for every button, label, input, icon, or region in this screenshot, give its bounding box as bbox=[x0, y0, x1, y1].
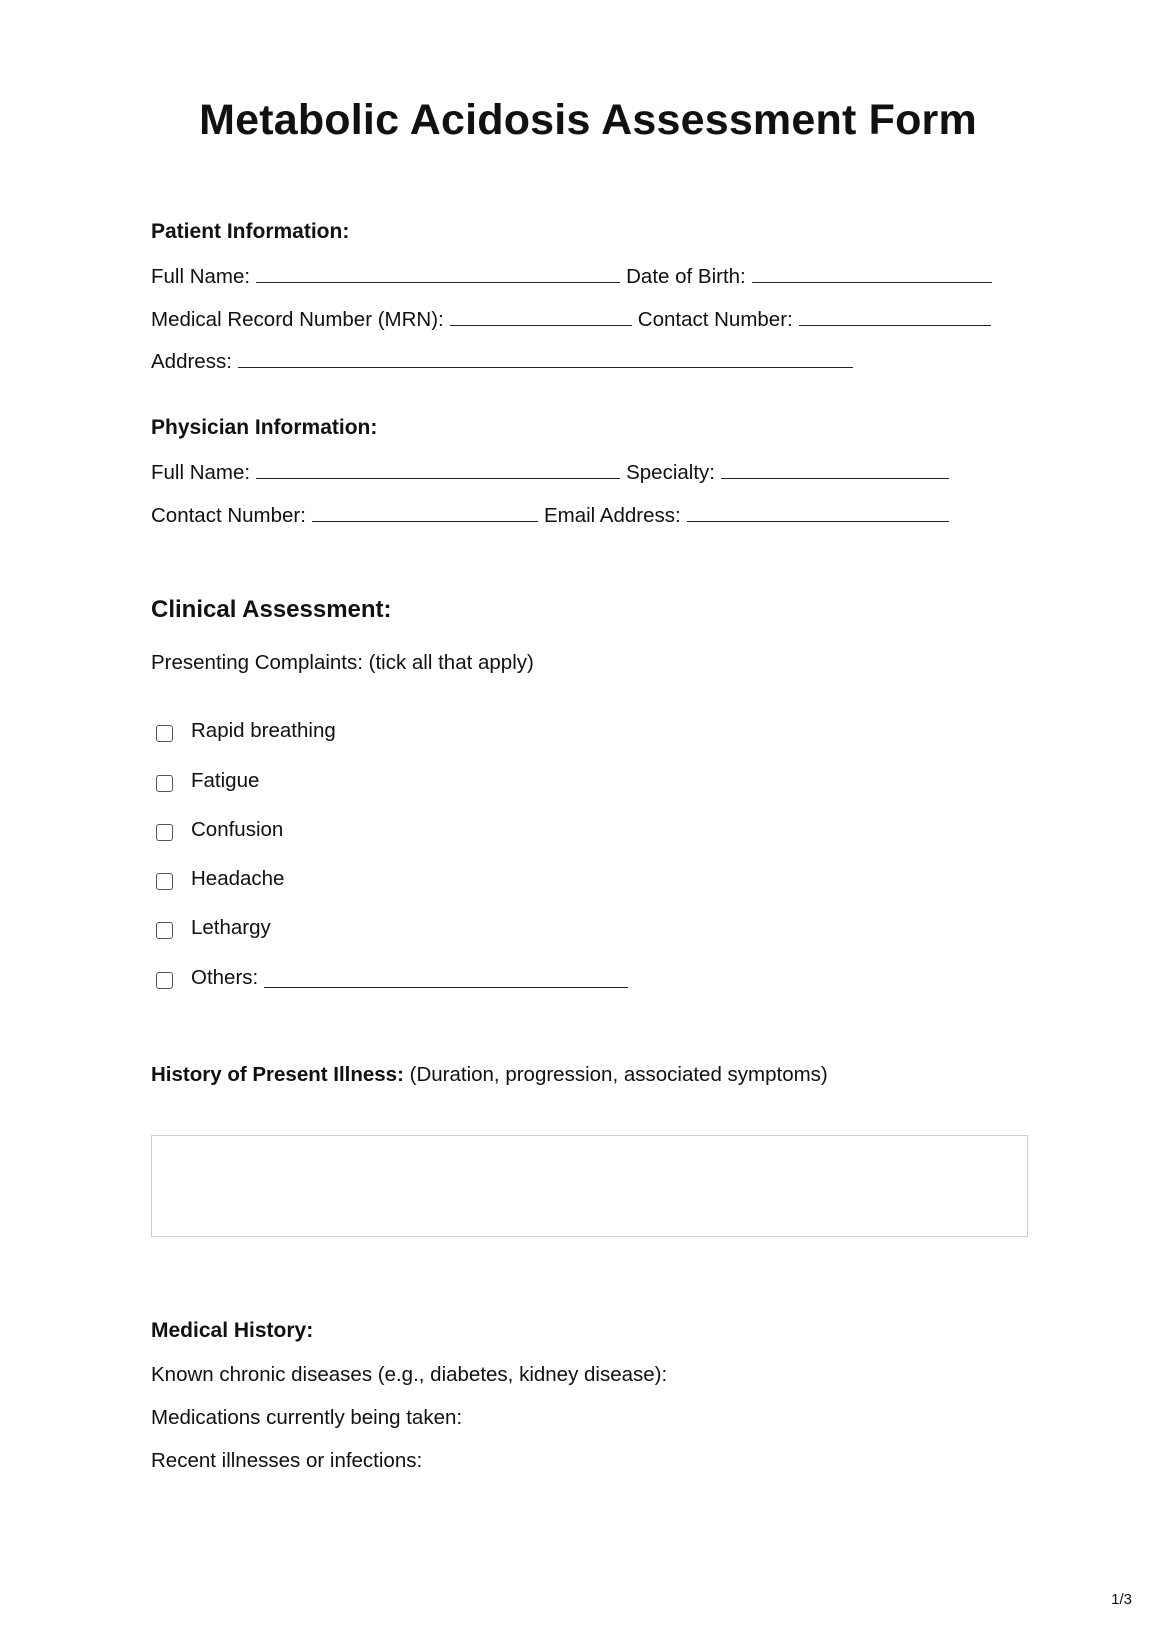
complaint-label: Headache bbox=[191, 867, 285, 890]
patient-contact-field[interactable] bbox=[799, 307, 991, 326]
patient-address-field[interactable] bbox=[238, 349, 853, 368]
page-title: Metabolic Acidosis Assessment Form bbox=[199, 96, 977, 144]
physician-full-name-label: Full Name: bbox=[151, 461, 251, 484]
checkbox[interactable] bbox=[156, 775, 173, 792]
checkbox[interactable] bbox=[156, 972, 173, 989]
complaint-fatigue[interactable] bbox=[156, 768, 259, 794]
page-number: 1/3 bbox=[1111, 1591, 1132, 1608]
patient-info-heading: Patient Information: bbox=[151, 220, 350, 243]
physician-row-2 bbox=[151, 503, 955, 529]
physician-email-field[interactable] bbox=[687, 503, 949, 522]
patient-full-name-label: Full Name: bbox=[151, 265, 251, 288]
patient-full-name-field[interactable] bbox=[256, 264, 620, 283]
hpi-textbox[interactable] bbox=[151, 1135, 1028, 1237]
hpi-hint: (Duration, progression, associated symptoms) bbox=[409, 1063, 828, 1086]
complaint-lethargy[interactable] bbox=[156, 915, 271, 941]
patient-mrn-label: Medical Record Number (MRN): bbox=[151, 308, 444, 331]
chronic-diseases-label: Known chronic diseases (e.g., diabetes, kidney disease): bbox=[151, 1363, 668, 1386]
complaints-label: Presenting Complaints: (tick all that apply) bbox=[151, 651, 534, 674]
physician-contact-label: Contact Number: bbox=[151, 504, 306, 527]
recent-illnesses-label: Recent illnesses or infections: bbox=[151, 1449, 423, 1472]
patient-dob-label: Date of Birth: bbox=[626, 265, 746, 288]
complaint-confusion[interactable] bbox=[156, 817, 283, 843]
physician-email-label: Email Address: bbox=[543, 504, 681, 527]
patient-address-label: Address: bbox=[151, 350, 232, 373]
physician-row-1 bbox=[151, 460, 955, 486]
complaint-label: Confusion bbox=[191, 818, 284, 841]
clinical-assessment-heading: Clinical Assessment: bbox=[151, 596, 392, 623]
hpi-label-row bbox=[151, 1062, 828, 1088]
checkbox[interactable] bbox=[156, 725, 173, 742]
patient-row-2 bbox=[151, 307, 997, 333]
patient-row-1 bbox=[151, 264, 998, 290]
checkbox[interactable] bbox=[156, 873, 173, 890]
checkbox[interactable] bbox=[156, 824, 173, 841]
physician-info-heading: Physician Information: bbox=[151, 416, 378, 439]
medications-label: Medications currently being taken: bbox=[151, 1406, 463, 1429]
medical-history-heading: Medical History: bbox=[151, 1319, 314, 1342]
physician-specialty-label: Specialty: bbox=[626, 461, 715, 484]
hpi-label: History of Present Illness: bbox=[151, 1063, 404, 1086]
complaint-label: Rapid breathing bbox=[191, 719, 336, 742]
complaint-label: Lethargy bbox=[191, 916, 271, 939]
patient-dob-field[interactable] bbox=[752, 264, 992, 283]
complaint-others[interactable] bbox=[156, 965, 634, 991]
patient-contact-label: Contact Number: bbox=[637, 308, 793, 331]
others-field[interactable] bbox=[264, 969, 628, 988]
complaint-headache[interactable] bbox=[156, 866, 284, 892]
patient-row-3 bbox=[151, 349, 859, 375]
physician-contact-field[interactable] bbox=[312, 503, 538, 522]
complaint-label: Fatigue bbox=[191, 769, 260, 792]
complaint-label: Others: bbox=[191, 966, 259, 989]
patient-mrn-field[interactable] bbox=[450, 307, 632, 326]
physician-specialty-field[interactable] bbox=[721, 460, 949, 479]
checkbox[interactable] bbox=[156, 922, 173, 939]
complaint-rapid-breathing[interactable] bbox=[156, 718, 336, 744]
physician-full-name-field[interactable] bbox=[256, 460, 620, 479]
